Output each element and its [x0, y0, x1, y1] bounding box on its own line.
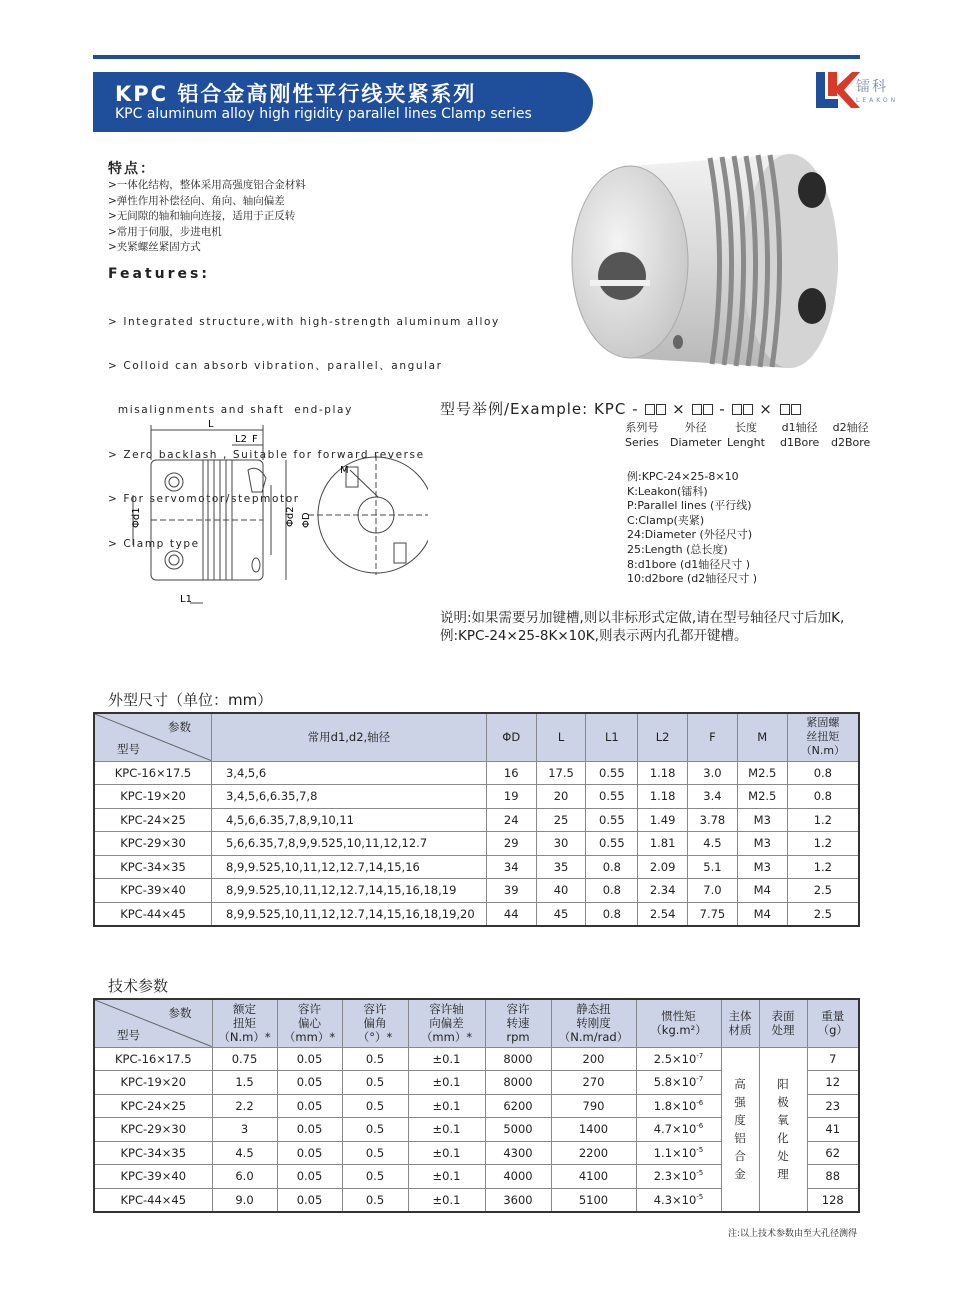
table-cell: 0.55: [586, 808, 638, 832]
table-cell: 0.5: [342, 1094, 408, 1118]
table-row: [94, 879, 859, 903]
table-cell: 4,5,6,6.35,7,8,9,10,11: [211, 808, 486, 832]
table-cell: M4: [737, 879, 787, 903]
table-cell: KPC-29×30: [94, 832, 211, 856]
header-param-model: 参数 型号: [94, 999, 212, 1047]
table-cell: $5.8\times 10^{-7}$: [636, 1071, 721, 1095]
placeholder-box: [692, 404, 702, 415]
col-header: 容许 偏心 （mm）*: [277, 999, 342, 1047]
table-cell: $4.3\times 10^{-5}$: [636, 1188, 721, 1212]
col-header: 静态扭 转刚度 （N.m/rad）: [551, 999, 636, 1047]
col-header: 额定 扭矩 （N.m）*: [212, 999, 277, 1047]
table-cell: $2.3\times 10^{-5}$: [636, 1165, 721, 1189]
feature-en-item: > For servomotor/stepmotor: [108, 493, 300, 506]
example-label: d1轴径 d1Bore: [780, 421, 820, 449]
table-cell: ±0.1: [408, 1118, 485, 1142]
table-cell: 5000: [485, 1118, 551, 1142]
table-cell: 34: [486, 855, 536, 879]
table-cell: KPC-39×40: [94, 879, 211, 903]
table-row: [94, 855, 859, 879]
table-cell: 0.5: [342, 1118, 408, 1142]
table-cell: 3,4,5,6,6.35,7,8: [211, 785, 486, 809]
table-cell: 23: [807, 1094, 859, 1118]
table-cell: 1.81: [638, 832, 688, 856]
table-cell: 0.5: [342, 1071, 408, 1095]
placeholder-box: [732, 404, 742, 415]
table-row: [94, 832, 859, 856]
table-cell: 12: [807, 1071, 859, 1095]
feature-en-item: > Integrated structure,with high-strength aluminum alloy: [108, 315, 500, 328]
table-cell: 6.0: [212, 1165, 277, 1189]
table-cell: 1.2: [787, 855, 859, 879]
table-cell: ±0.1: [408, 1165, 485, 1189]
times-sign: ×: [672, 400, 686, 418]
table-cell: 0.8: [787, 761, 859, 785]
example-line: 10:d2bore (d2轴径尺寸 ): [627, 572, 758, 586]
table-cell: 4300: [485, 1141, 551, 1165]
example-line: 8:d1bore (d1轴径尺寸 ): [627, 557, 751, 571]
table-cell: 8000: [485, 1047, 551, 1071]
table-cell: ±0.1: [408, 1071, 485, 1095]
table-cell: 1.2: [787, 808, 859, 832]
example-line: 25:Length (总长度): [627, 542, 728, 556]
placeholder-box: [645, 404, 655, 415]
table-cell: $2.5\times 10^{-7}$: [636, 1047, 721, 1071]
times-sign: ×: [759, 400, 773, 418]
dim-label-L2: L2: [235, 434, 247, 445]
table-cell: 0.75: [212, 1047, 277, 1071]
table-cell: $4.7\times 10^{-6}$: [636, 1118, 721, 1142]
table-cell: ±0.1: [408, 1141, 485, 1165]
table-cell: 0.05: [277, 1071, 342, 1095]
table-cell: 1.5: [212, 1071, 277, 1095]
table-cell: M4: [737, 902, 787, 926]
table-cell: KPC-19×20: [94, 785, 211, 809]
table-cell: $1.1\times 10^{-5}$: [636, 1141, 721, 1165]
table-cell: 3.78: [688, 808, 738, 832]
example-line: C:Clamp(夹紧): [627, 513, 705, 527]
logo-en: LEAKON: [856, 97, 899, 104]
placeholder-box: [703, 404, 713, 415]
table-cell: 7.75: [688, 902, 738, 926]
feature-en-item: misalignments and shaft end-play: [108, 404, 353, 417]
placeholder-box: [780, 404, 790, 415]
table-cell: 2.54: [638, 902, 688, 926]
feature-en-item: > Zero backlash , Suitable for forward reverse: [108, 448, 425, 461]
table-cell: 45: [536, 902, 586, 926]
feature-cn-item: >常用于伺服，步进电机: [108, 225, 222, 238]
example-line: 例:KPC-24×25-8×10: [627, 470, 739, 483]
table-row: [94, 785, 859, 809]
table-cell: KPC-29×30: [94, 1118, 212, 1142]
table-cell: 0.8: [586, 879, 638, 903]
table-cell: KPC-44×45: [94, 1188, 212, 1212]
example-title-text: 型号举例/Example: KPC -: [440, 400, 639, 418]
dim-label-d2: Φd2: [285, 506, 296, 527]
col-header: 主体 材质: [721, 999, 759, 1047]
table-cell: KPC-34×35: [94, 1141, 212, 1165]
tech-table: [93, 998, 860, 1213]
table-cell: 0.5: [342, 1165, 408, 1189]
col-header: 表面 处理: [759, 999, 807, 1047]
features-cn-title: 特点：: [108, 161, 156, 177]
table-cell: 1.18: [638, 761, 688, 785]
table-cell: KPC-16×17.5: [94, 1047, 212, 1071]
table-cell: 35: [536, 855, 586, 879]
keyway-note: 说明:如果需要另加键槽,则以非标形式定做,请在型号轴径尺寸后加K, 例:KPC-24×25-8K×10K,则表示两内孔都开键槽。: [440, 610, 845, 644]
table-cell: 9.0: [212, 1188, 277, 1212]
table-cell: 5100: [551, 1188, 636, 1212]
table-cell: 0.8: [586, 902, 638, 926]
table-cell: 16: [486, 761, 536, 785]
table-cell: 0.05: [277, 1047, 342, 1071]
dims-title: 外型尺寸（单位：mm）: [108, 691, 273, 709]
table-cell: 8,9,9.525,10,11,12,12.7,14,15,16,18,19,20: [211, 902, 486, 926]
table-cell: 0.55: [586, 785, 638, 809]
col-header: ΦD: [486, 713, 536, 761]
table-cell: 2200: [551, 1141, 636, 1165]
example-label: 系列号 Series: [625, 421, 659, 449]
table-cell: 200: [551, 1047, 636, 1071]
table-cell: 17.5: [536, 761, 586, 785]
col-header: 容许 转速 rpm: [485, 999, 551, 1047]
dim-label-D: ΦD: [301, 512, 312, 528]
table-cell: 20: [536, 785, 586, 809]
placeholder-box: [791, 404, 801, 415]
table-cell: 4.5: [212, 1141, 277, 1165]
table-cell: KPC-24×25: [94, 808, 211, 832]
table-cell: 24: [486, 808, 536, 832]
table-cell: KPC-19×20: [94, 1071, 212, 1095]
col-header: 常用d1,d2,轴径: [211, 713, 486, 761]
table-cell: 790: [551, 1094, 636, 1118]
col-header: L1: [586, 713, 638, 761]
table-cell: 阳 极 氧 化 处 理: [759, 1047, 807, 1212]
col-header: 容许轴 向偏差 （mm）*: [408, 999, 485, 1047]
feature-cn-item: >无间隙的轴和轴向连接，适用于正反转: [108, 210, 296, 222]
table-cell: 1.49: [638, 808, 688, 832]
dash-sign: -: [719, 400, 726, 418]
dimensions-table: [93, 712, 860, 927]
title-banner: [93, 72, 593, 132]
col-header: 重量 （g）: [807, 999, 859, 1047]
col-header: 容许 偏角 （°）*: [342, 999, 408, 1047]
features-cn-list: [108, 178, 306, 256]
table-cell: 128: [807, 1188, 859, 1212]
header-param-model: 参数 型号: [94, 713, 211, 761]
table-cell: 0.55: [586, 761, 638, 785]
col-header: F: [688, 713, 738, 761]
table-cell: ±0.1: [408, 1047, 485, 1071]
table-cell: 39: [486, 879, 536, 903]
col-header: L: [536, 713, 586, 761]
table-cell: 4000: [485, 1165, 551, 1189]
table-cell: 4100: [551, 1165, 636, 1189]
feature-en-item: > Clamp type: [108, 537, 200, 550]
table-cell: M3: [737, 808, 787, 832]
table-cell: 8,9,9.525,10,11,12,12.7,14,15,16: [211, 855, 486, 879]
table-cell: 4.5: [688, 832, 738, 856]
dim-label-d1: Φd1: [131, 507, 142, 528]
example-explanation-list: [627, 470, 757, 587]
table-cell: 3.4: [688, 785, 738, 809]
table-cell: 88: [807, 1165, 859, 1189]
table-cell: 0.8: [787, 785, 859, 809]
table-cell: 30: [536, 832, 586, 856]
table-cell: 2.34: [638, 879, 688, 903]
col-header: 惯性矩 （kg.m²）: [636, 999, 721, 1047]
table-cell: M3: [737, 832, 787, 856]
table-cell: 1400: [551, 1118, 636, 1142]
table-row: [94, 1047, 859, 1071]
table-cell: 1.2: [787, 832, 859, 856]
example-label: d2轴径 d2Bore: [831, 421, 871, 449]
example-label: 外径 Diameter: [670, 421, 722, 449]
table-cell: 0.8: [586, 855, 638, 879]
feature-cn-item: >弹性作用补偿径向、角向、轴向偏差: [108, 194, 285, 207]
table-cell: 8000: [485, 1071, 551, 1095]
table-cell: M2.5: [737, 785, 787, 809]
dim-label-L1: L1: [180, 594, 192, 605]
title-en: KPC aluminum alloy high rigidity parallel lines Clamp series: [115, 106, 532, 122]
tech-title: 技术参数: [108, 977, 169, 995]
placeholder-box: [656, 404, 666, 415]
table-row: [94, 902, 859, 926]
table-cell: KPC-34×35: [94, 855, 211, 879]
col-header: M: [737, 713, 787, 761]
table-cell: 3,4,5,6: [211, 761, 486, 785]
table-cell: ±0.1: [408, 1094, 485, 1118]
table-cell: 8,9,9.525,10,11,12,12.7,14,15,16,18,19: [211, 879, 486, 903]
table-cell: 2.09: [638, 855, 688, 879]
placeholder-box: [743, 404, 753, 415]
table-cell: 5,6,6.35,7,8,9,9.525,10,11,12,12.7: [211, 832, 486, 856]
table-cell: KPC-39×40: [94, 1165, 212, 1189]
table-cell: 19: [486, 785, 536, 809]
features-en-title: Features:: [108, 266, 210, 282]
col-header: 紧固螺 丝扭矩 （N.m）: [787, 713, 859, 761]
table-cell: 0.05: [277, 1165, 342, 1189]
table-cell: 0.05: [277, 1094, 342, 1118]
table-cell: KPC-16×17.5: [94, 761, 211, 785]
table-cell: 5.1: [688, 855, 738, 879]
feature-cn-item: >夹紧螺丝紧固方式: [108, 241, 201, 253]
table-cell: 0.05: [277, 1118, 342, 1142]
dim-label-L: L: [208, 419, 214, 430]
table-cell: 3.0: [688, 761, 738, 785]
logo-cn: 镭科: [856, 79, 888, 95]
table-cell: KPC-44×45: [94, 902, 211, 926]
table-cell: ±0.1: [408, 1188, 485, 1212]
table-cell: KPC-24×25: [94, 1094, 212, 1118]
table-cell: 40: [536, 879, 586, 903]
feature-en-item: > Colloid can absorb vibration、parallel、angular: [108, 359, 443, 372]
feature-cn-item: >一体化结构，整体采用高强度铝合金材料: [108, 179, 306, 191]
table-cell: 7: [807, 1047, 859, 1071]
dim-label-M: M: [340, 465, 349, 476]
table-cell: 0.5: [342, 1047, 408, 1071]
table-cell: 2.5: [787, 879, 859, 903]
coupling-product-image: [560, 146, 860, 376]
table-cell: 1.18: [638, 785, 688, 809]
example-line: K:Leakon(镭科): [627, 484, 708, 498]
table-cell: $1.8\times 10^{-6}$: [636, 1094, 721, 1118]
title-cn: KPC 铝合金高刚性平行线夹紧系列: [115, 82, 477, 106]
table-cell: 0.5: [342, 1188, 408, 1212]
table-row: [94, 808, 859, 832]
table-cell: 3600: [485, 1188, 551, 1212]
table-cell: M3: [737, 855, 787, 879]
table-cell: 2.5: [787, 902, 859, 926]
table-cell: 44: [486, 902, 536, 926]
table-cell: 2.2: [212, 1094, 277, 1118]
table-cell: 25: [536, 808, 586, 832]
table-cell: 0.05: [277, 1141, 342, 1165]
table-cell: 0.55: [586, 832, 638, 856]
table-cell: 0.05: [277, 1188, 342, 1212]
table-cell: M2.5: [737, 761, 787, 785]
example-line: P:Parallel lines (平行线): [627, 499, 752, 513]
table-cell: 7.0: [688, 879, 738, 903]
table-cell: 62: [807, 1141, 859, 1165]
top-rule: [93, 55, 860, 59]
example-title: [440, 398, 801, 419]
table-cell: 3: [212, 1118, 277, 1142]
table-cell: 270: [551, 1071, 636, 1095]
example-label: 长度 Lenght: [727, 421, 765, 449]
table-cell: 41: [807, 1118, 859, 1142]
dim-label-F: F: [252, 434, 258, 445]
table-cell: 6200: [485, 1094, 551, 1118]
table-cell: 高 强 度 铝 合 金: [721, 1047, 759, 1212]
footnote: 注:以上技术参数由至大孔径测得: [728, 1229, 858, 1239]
table-cell: 29: [486, 832, 536, 856]
table-row: [94, 761, 859, 785]
table-cell: 0.5: [342, 1141, 408, 1165]
dimension-drawing: [108, 415, 428, 615]
example-line: 24:Diameter (外径尺寸): [627, 528, 753, 542]
col-header: L2: [638, 713, 688, 761]
